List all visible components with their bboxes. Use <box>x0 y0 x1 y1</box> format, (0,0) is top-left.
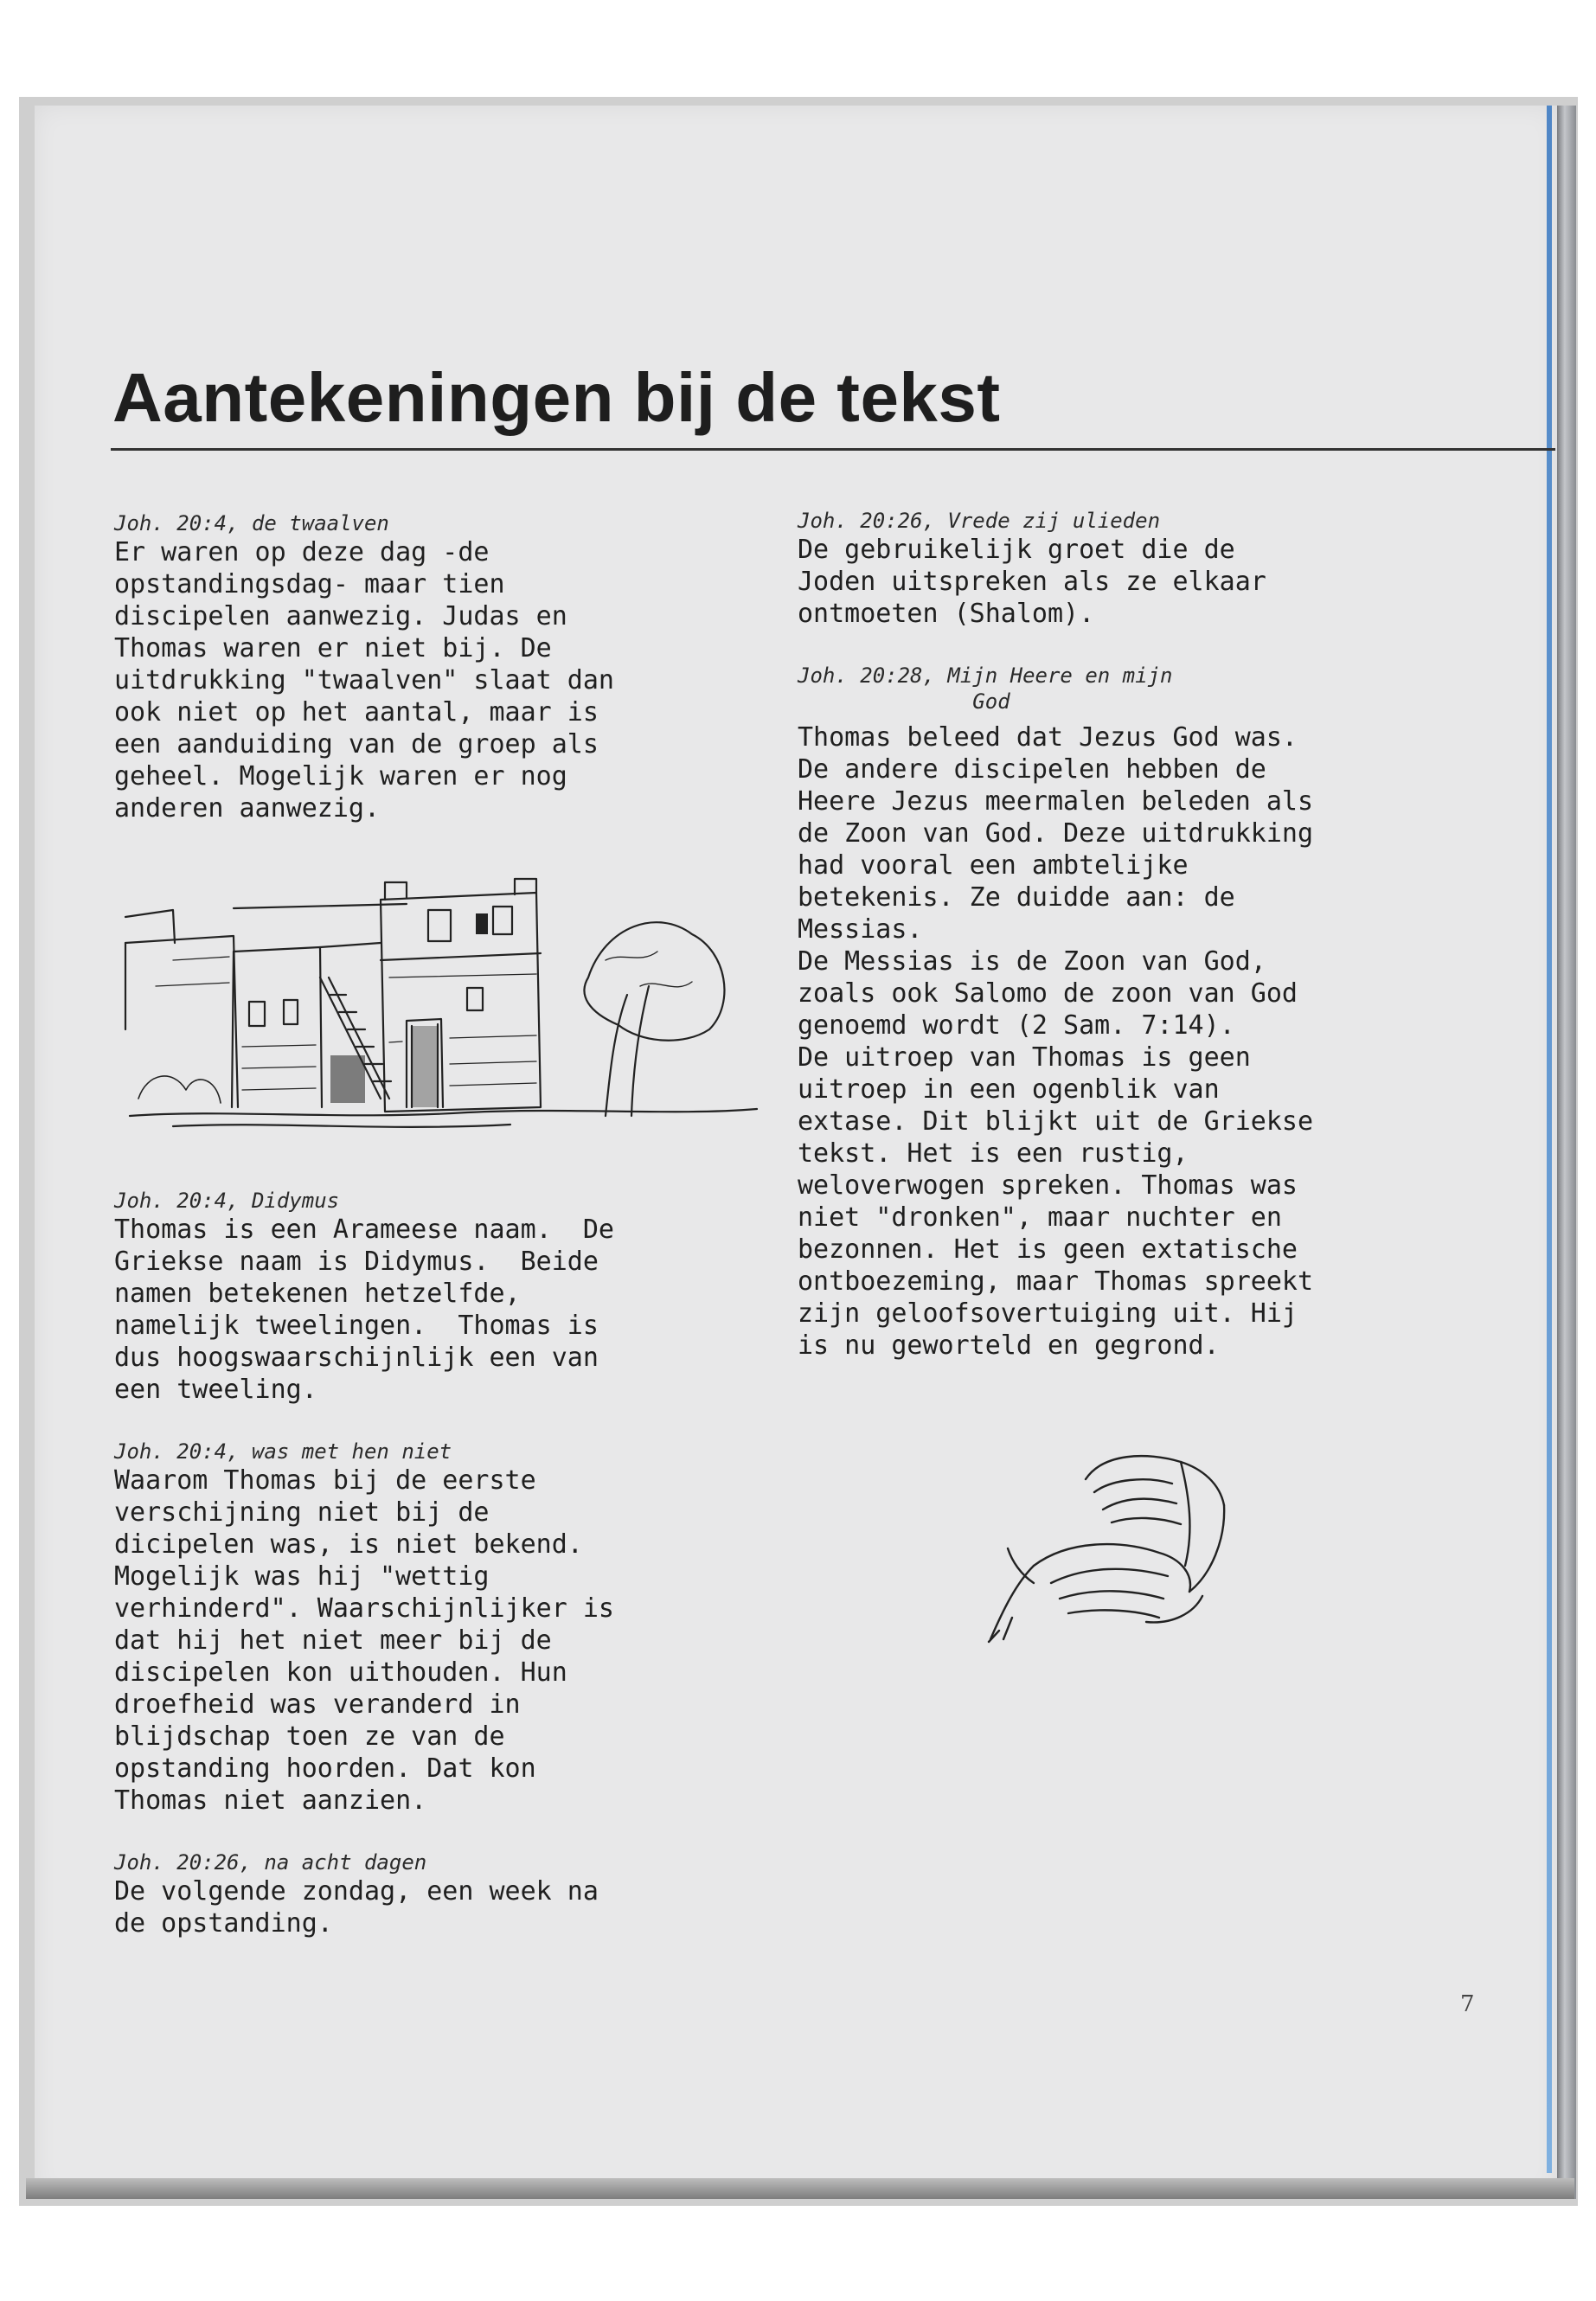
house-sketch-icon <box>121 856 761 1142</box>
page-number: 7 <box>1460 1991 1475 2017</box>
page-edge-bottom <box>26 2178 1574 2199</box>
page-edge-right <box>1557 106 1576 2199</box>
note-vrede-zij-ulieden <box>798 508 1455 630</box>
note-didymus <box>114 1188 772 1406</box>
note-gap <box>114 1817 772 1849</box>
note-text: Thomas is een Arameese naam. De Griekse naam is Didymus. Beide namen betekenen hetzelfde, namelijk tweelingen. Thomas is dus hoogswaarschijnlijk een van een tweeling. <box>114 1215 614 1405</box>
note-reference: Joh. 20:4, was met hen niet <box>114 1439 452 1464</box>
title-rule <box>111 448 1555 451</box>
note-text: De volgende zondag, een week na de opstanding. <box>114 1876 599 1939</box>
note-text: De gebruikelijk groet die de Joden uitspreken als ze elkaar ontmoeten (Shalom). <box>798 535 1266 629</box>
note-was-met-hen-niet <box>114 1439 772 1817</box>
note-reference: Joh. 20:4, de twaalven <box>114 511 389 535</box>
note-text: Thomas beleed dat Jezus God was. De andere discipelen hebben de Heere Jezus meermalen beleden als de Zoon van God. Deze uitdrukking had vooral een ambtelijke betekenis. Ze duidde aan: de Messias. De Messias is de Zoon van God, zoals ook Salomo de zoon van God genoemd wordt (2 Sam. 7:14). De uitroep van Thomas is geen uitroep in een ogenblik van extase. Dit blijkt uit de Griekse tekst. Het is een rustig, weloverwogen spreken. Thomas was niet "dronken", maar nuchter en bezonnen. Het is geen extatische ontboezeming, maar Thomas spreekt zijn geloofsovertuiging uit. Hij is nu geworteld en gegrond. <box>798 722 1314 1361</box>
note-reference: Joh. 20:26, na acht dagen <box>114 1850 427 1875</box>
left-column <box>114 510 772 1939</box>
cover-strip <box>1547 106 1552 2173</box>
note-mijn-heere-en-mijn-god <box>798 663 1455 1362</box>
note-reference: Joh. 20:4, Didymus <box>114 1189 340 1213</box>
note-gap <box>114 1406 772 1439</box>
right-column <box>798 508 1455 1362</box>
note-gap <box>798 715 1455 721</box>
note-na-acht-dagen <box>114 1849 772 1939</box>
note-twaalven <box>114 510 772 824</box>
hands-sketch-icon <box>973 1445 1233 1644</box>
page-title: Aantekeningen bij de tekst <box>112 359 1001 436</box>
note-reference: Joh. 20:26, Vrede zij ulieden <box>798 509 1161 533</box>
note-gap <box>798 630 1455 663</box>
note-reference: Joh. 20:28, Mijn Heere en mijn God <box>798 663 1173 714</box>
note-text: Er waren op deze dag -de opstandingsdag- maar tien discipelen aanwezig. Judas en Thomas waren er niet bij. De uitdrukking "twaalven" slaat dan ook niet op het aantal, maar is een aanduiding van de groep als geheel. Mogelijk waren er nog anderen aanwezig. <box>114 537 614 824</box>
note-text: Waarom Thomas bij de eerste verschijning niet bij de dicipelen was, is niet bekend. Mogelijk was hij "wettig verhinderd". Waarschijnlijker is dat hij het niet meer bij de discipelen kon uithouden. Hun droefheid was veranderd in blijdschap toen ze van de opstanding hoorden. Dat kon Thomas niet aanzien. <box>114 1465 614 1816</box>
